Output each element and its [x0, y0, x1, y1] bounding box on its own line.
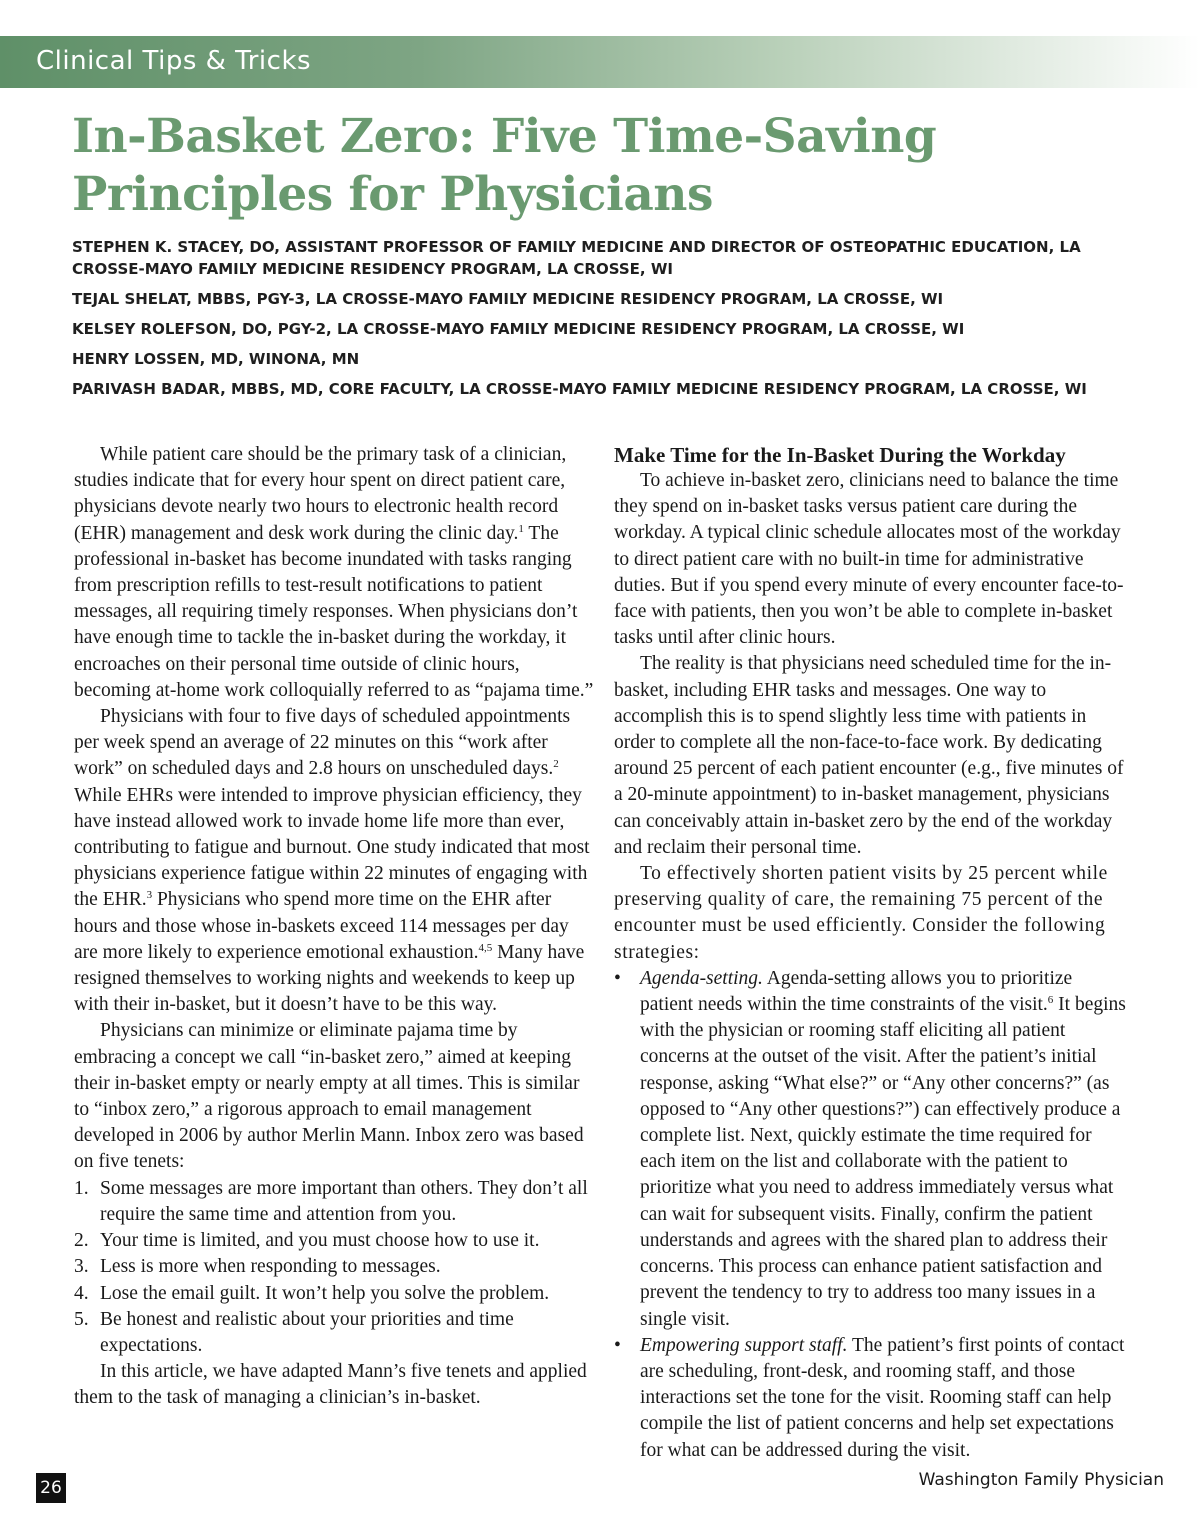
left-column — [74, 442, 594, 1412]
article-title — [72, 108, 1132, 224]
section-label: Clinical Tips & Tricks — [36, 46, 312, 76]
paragraph: Physicians with four to five days of scheduled appointments per week spend an average of 22 minutes on this “work after work” on scheduled days and 2.8 hours on unscheduled days.$^2$ While EHRs were intended to improve physician efficiency, they have instead allowed work to invade home life more than ever, contributing to fatigue and burnout. One study indicated that most physicians experience fatigue within 22 minutes of engaging with the EHR.$^3$ Physicians who spend more time on the EHR after hours and those whose in-baskets exceed 114 messages per day are more likely to experience emotional exhaustion.$^{4,5}$ Many have resigned themselves to working nights and weekends to keep up with their in-basket, but it doesn’t have to be this way. — [74, 706, 590, 1016]
author: TEJAL SHELAT, MBBS, PGY-3, LA CROSSE-MAYO FAMILY MEDICINE RESIDENCY PROGRAM, LA CROSSE, WI — [72, 290, 944, 308]
title-line-1: In-Basket Zero: Five Time-Saving — [72, 109, 937, 164]
section-banner — [0, 36, 1200, 88]
reference: 1 — [518, 522, 524, 535]
journal-name: Washington Family Physician — [918, 1470, 1164, 1490]
paragraph: To effectively shorten patient visits by 25 percent while preserving quality of care, the remaining 75 percent of the encounter must be used efficiently. Consider the following strategies: — [614, 863, 1108, 963]
author: KELSEY ROLEFSON, DO, PGY-2, LA CROSSE-MAYO FAMILY MEDICINE RESIDENCY PROGRAM, LA CROSSE, WI — [72, 320, 965, 338]
paragraph: The reality is that physicians need scheduled time for the in-basket, including EHR tasks and messages. One way to accomplish this is to spend slightly less time with patients in order to complete all the non-face-to-face work. By dedicating around 25 percent of each patient encounter (e.g., five minutes of a 20-minute appointment) to in-basket management, physicians can conceivably attain in-basket zero by the end of the workday and reclaim their personal time. — [614, 653, 1124, 858]
list-item: • Empowering support staff. The patient’s first points of contact are scheduling, front-desk, and rooming staff, and those interactions set the tone for the visit. Rooming staff can help compile the list of patient concerns and help set expectations for what can be addressed during the visit. — [614, 1334, 1125, 1461]
paragraph: While patient care should be the primary task of a clinician, studies indicate that for every hour spent on direct patient care, physicians devote nearly two hours to electronic health record (EHR) management and desk work during the clinic day.$^1$ The professional in-basket has become inundated with tasks ranging from prescription refills to test-result notifications to patient messages, all requiring timely responses. When physicians don’t have enough time to tackle the in-basket during the workday, it encroaches on their personal time outside of clinic hours, becoming at-home work colloquially referred to as “pajama time.” — [74, 444, 594, 701]
title-line-2: Principles for Physicians — [72, 167, 713, 222]
list-item: 4. Lose the email guilt. It won’t help you solve the problem. — [74, 1282, 550, 1304]
reference: 4,5 — [478, 941, 493, 954]
author: HENRY LOSSEN, MD, WINONA, MN — [72, 350, 360, 368]
reference: 6 — [1047, 994, 1054, 1007]
list-item: 2. Your time is limited, and you must choose how to use it. — [74, 1230, 540, 1252]
author: STEPHEN K. STACEY, DO, ASSISTANT PROFESSOR OF FAMILY MEDICINE AND DIRECTOR OF OSTEOPATHIC EDUCATION, LA CROSSE-MAYO FAMILY MEDICINE RESIDENCY PROGRAM, LA CROSSE, WI — [72, 238, 1081, 278]
list-item: 3. Less is more when responding to messages. — [74, 1256, 441, 1278]
page-number: 26 — [36, 1473, 66, 1503]
list-item: 5. Be honest and realistic about your priorities and time expectations. — [74, 1308, 514, 1356]
right-column — [614, 442, 1130, 1464]
paragraph: Physicians can minimize or eliminate pajama time by embracing a concept we call “in-basket zero,” aimed at keeping their in-basket empty or nearly empty at all times. This is similar to “inbox zero,” a rigorous approach to email management developed in 2006 by author Merlin Mann. Inbox zero was based on five tenets: — [74, 1020, 584, 1173]
list-item: 1. Some messages are more important than others. They don’t all require the same time and attention from you. — [74, 1177, 588, 1225]
reference: 2 — [553, 758, 559, 771]
author-list — [72, 236, 1152, 408]
tenets-list — [74, 1176, 594, 1359]
author: PARIVASH BADAR, MBBS, MD, CORE FACULTY, LA CROSSE-MAYO FAMILY MEDICINE RESIDENCY PROGRAM, LA CROSSE, WI — [72, 380, 1087, 398]
list-item: • Agenda-setting. Agenda-setting allows you to prioritize patient needs within the time constraints of the visit.$^6$ It begins with the physician or rooming staff eliciting all patient concerns at the outset of the visit. After the patient’s initial response, asking “What else?” or “Any other concerns?” (as opposed to “Any other questions?”) can effectively produce a complete list. Next, quickly estimate the time required for each item on the list and collaborate with the patient to prioritize what you need to address immediately versus what can wait for subsequent visits. Finally, confirm the patient understands and agrees with the shared plan to address their concerns. This process can enhance patient satisfaction and prevent the tendency to try to address too many issues in a single visit. — [614, 967, 1126, 1330]
strategies-list — [614, 966, 1130, 1464]
paragraph: To achieve in-basket zero, clinicians need to balance the time they spend on in-basket tasks versus patient care during the workday. A typical clinic schedule allocates most of the workday to direct patient care with no built-in time for administrative duties. But if you spend every minute of every encounter face-to-face with patients, then you won’t be able to complete in-basket tasks until after clinic hours. — [614, 470, 1124, 649]
paragraph: In this article, we have adapted Mann’s five tenets and applied them to the task of managing a clinician’s in-basket. — [74, 1361, 587, 1409]
section-heading: Make Time for the In-Basket During the Workday — [614, 443, 1066, 467]
reference: 3 — [146, 889, 153, 902]
